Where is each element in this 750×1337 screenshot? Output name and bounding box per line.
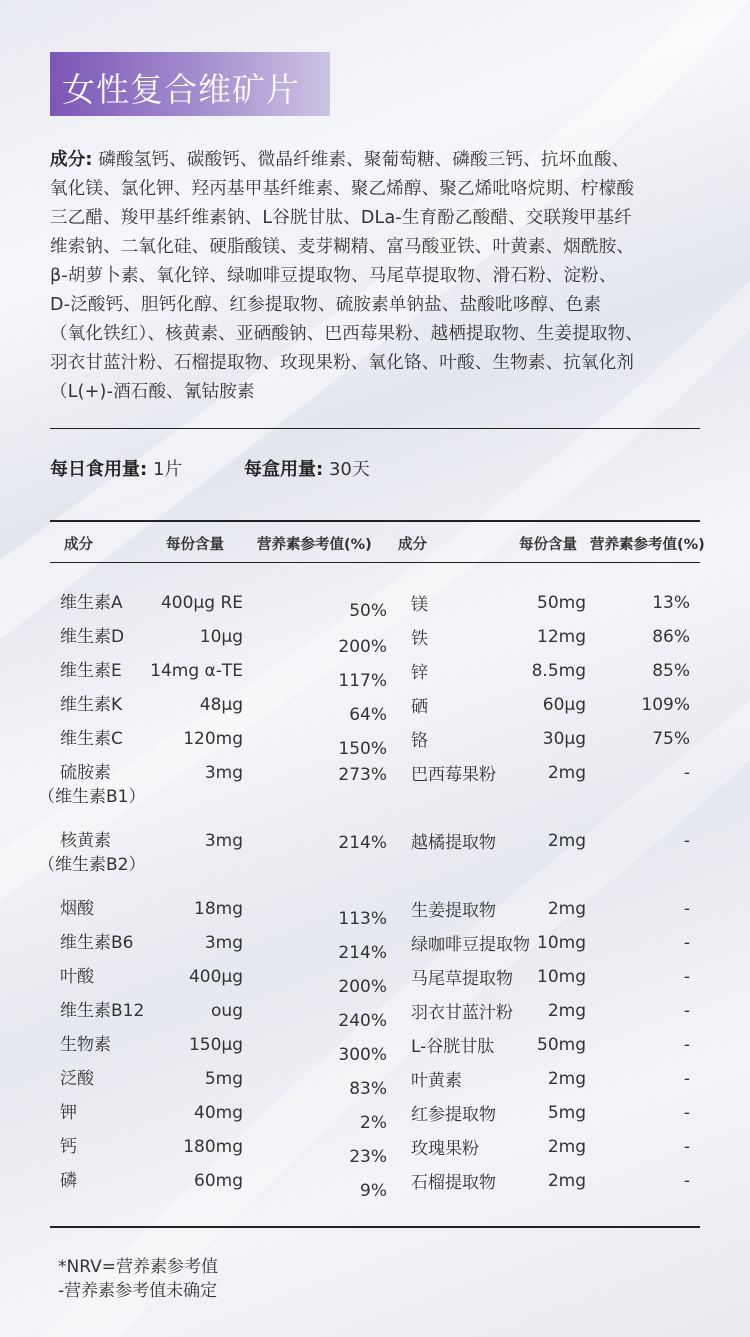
row-ingredient-name-2: 硒 xyxy=(411,697,428,717)
row-ingredient-name-2: 石榴提取物 xyxy=(411,1173,496,1193)
row-amount-2: 2mg xyxy=(547,1137,586,1157)
header-amount: 每份含量 xyxy=(166,537,224,553)
row-amount-2: 50mg xyxy=(537,1035,586,1055)
row-amount: oug xyxy=(211,1001,243,1021)
ingredients-line: 成分: 磷酸氢钙、碳酸钙、微晶纤维素、聚葡萄糖、磷酸三钙、抗坏血酸、 xyxy=(50,150,630,170)
row-amount: 120mg xyxy=(183,729,243,749)
row-ingredient-name-2: 绿咖啡豆提取物 xyxy=(411,935,530,955)
row-nrv: 214% xyxy=(338,943,387,963)
row-ingredient-name: 生物素 xyxy=(60,1035,111,1055)
row-nrv-2: - xyxy=(683,1035,690,1055)
divider-line xyxy=(50,428,700,429)
footnote-nrv: *NRV=营养素参考值 xyxy=(58,1257,218,1277)
ingredients-line: 羽衣甘蓝汁粉、石榴提取物、玫现果粉、氧化铬、叶酸、生物素、抗氧化剂 xyxy=(50,353,635,373)
row-amount: 180mg xyxy=(183,1137,243,1157)
row-ingredient-name: 维生素B12 xyxy=(60,1001,145,1021)
row-amount: 5mg xyxy=(204,1069,243,1089)
ingredients-line: D-泛酸钙、胆钙化醇、红参提取物、硫胺素单钠盐、盐酸吡哆醇、色素 xyxy=(50,295,602,315)
row-nrv: 50% xyxy=(349,601,387,621)
row-ingredient-name: 钙 xyxy=(60,1137,77,1157)
row-amount: 3mg xyxy=(204,763,243,783)
row-nrv: 23% xyxy=(349,1147,387,1167)
header-nrv-2: 营养素参考值(%) xyxy=(590,537,705,553)
row-amount-2: 2mg xyxy=(547,1069,586,1089)
ingredients-line: （L(+)-酒石酸、氰钴胺素 xyxy=(50,382,255,402)
header-rule xyxy=(50,562,700,563)
row-amount: 150μg xyxy=(188,1035,243,1055)
row-nrv-2: 13% xyxy=(652,593,690,613)
row-nrv: 9% xyxy=(360,1181,387,1201)
row-ingredient-name-2: 越橘提取物 xyxy=(411,833,496,853)
row-nrv-2: - xyxy=(683,1001,690,1021)
row-nrv: 2% xyxy=(360,1113,387,1133)
page-title: 女性复合维矿片 xyxy=(62,70,300,109)
row-nrv-2: - xyxy=(683,1171,690,1191)
row-ingredient-name-2: 叶黄素 xyxy=(411,1071,462,1091)
row-amount-2: 30μg xyxy=(542,729,586,749)
row-nrv-2: - xyxy=(683,831,690,851)
title-banner xyxy=(50,52,330,116)
row-nrv: 64% xyxy=(349,705,387,725)
row-nrv: 200% xyxy=(338,977,387,997)
row-nrv-2: - xyxy=(683,899,690,919)
row-ingredient-name-2: 铁 xyxy=(411,629,428,649)
row-nrv: 300% xyxy=(338,1045,387,1065)
row-ingredient-name-2: 玫瑰果粉 xyxy=(411,1139,479,1159)
ingredients-line: 三乙醋、羧甲基纤维素钠、L谷胱甘肽、DLa-生育酚乙酸醋、交联羧甲基纤 xyxy=(50,208,633,228)
row-ingredient-name: 维生素D xyxy=(60,627,125,647)
row-nrv-2: - xyxy=(683,967,690,987)
row-nrv: 117% xyxy=(338,671,387,691)
row-amount: 18mg xyxy=(194,899,243,919)
row-ingredient-name: 硫胺素 xyxy=(60,763,111,783)
row-ingredient-name: 核黄素 xyxy=(60,831,111,851)
row-amount: 400μg RE xyxy=(160,593,243,613)
row-ingredient-name-sub: （维生素B2） xyxy=(38,855,146,875)
row-amount: 48μg xyxy=(199,695,243,715)
row-nrv-2: - xyxy=(683,1137,690,1157)
row-ingredient-name-2: L-谷胱甘肽 xyxy=(411,1037,495,1057)
row-nrv-2: - xyxy=(683,763,690,783)
row-amount-2: 50mg xyxy=(537,593,586,613)
row-ingredient-name-2: 铬 xyxy=(411,731,428,751)
row-ingredient-name: 泛酸 xyxy=(60,1069,94,1089)
ingredients-line: （氧化铁红）、核黄素、亚硒酸钠、巴西莓果粉、越栖提取物、生姜提取物、 xyxy=(50,324,644,344)
row-ingredient-name: 维生素K xyxy=(60,695,123,715)
row-amount: 3mg xyxy=(204,831,243,851)
row-ingredient-name: 维生素E xyxy=(60,661,122,681)
row-nrv: 150% xyxy=(338,739,387,759)
row-ingredient-name-2: 镁 xyxy=(411,595,428,615)
row-amount-2: 2mg xyxy=(547,831,586,851)
row-ingredient-name-2: 巴西莓果粉 xyxy=(411,765,496,785)
row-nrv-2: 85% xyxy=(652,661,690,681)
row-amount-2: 2mg xyxy=(547,1001,586,1021)
ingredients-block xyxy=(50,146,730,407)
row-ingredient-name: 维生素A xyxy=(60,593,123,613)
row-ingredient-name-2: 锌 xyxy=(411,663,428,683)
row-amount: 10μg xyxy=(199,627,243,647)
header-nrv: 营养素参考值(%) xyxy=(257,537,372,553)
row-amount-2: 5mg xyxy=(547,1103,586,1123)
row-ingredient-name: 叶酸 xyxy=(60,967,94,987)
row-amount-2: 8.5mg xyxy=(531,661,586,681)
ingredients-line: β-胡萝卜素、氧化锌、绿咖啡豆提取物、马尾草提取物、滑石粉、淀粉、 xyxy=(50,266,617,286)
row-amount-2: 2mg xyxy=(547,763,586,783)
header-ingredient-2: 成分 xyxy=(398,537,427,553)
row-amount: 3mg xyxy=(204,933,243,953)
row-amount-2: 12mg xyxy=(537,627,586,647)
row-ingredient-name: 烟酸 xyxy=(60,899,94,919)
ingredients-line: 维索钠、二氧化硅、硬脂酸镁、麦芽糊精、富马酸亚铁、叶黄素、烟酰胺、 xyxy=(50,237,635,257)
row-ingredient-name: 磷 xyxy=(60,1171,77,1191)
header-amount-2: 每份含量 xyxy=(519,537,577,553)
row-nrv: 240% xyxy=(338,1011,387,1031)
row-ingredient-name: 钾 xyxy=(60,1103,77,1123)
row-ingredient-name-2: 生姜提取物 xyxy=(411,901,496,921)
row-amount: 14mg α-TE xyxy=(150,661,243,681)
row-nrv: 214% xyxy=(338,833,387,853)
row-amount-2: 60μg xyxy=(542,695,586,715)
table-bottom-rule xyxy=(50,1226,700,1228)
row-nrv-2: - xyxy=(683,1069,690,1089)
row-amount: 60mg xyxy=(194,1171,243,1191)
box-duration: 每盒用量: 30天 xyxy=(244,459,370,480)
row-nrv-2: 109% xyxy=(641,695,690,715)
row-ingredient-name-sub: （维生素B1） xyxy=(38,787,146,807)
row-amount: 40mg xyxy=(194,1103,243,1123)
row-amount-2: 10mg xyxy=(537,967,586,987)
row-amount-2: 2mg xyxy=(547,1171,586,1191)
row-ingredient-name: 维生素B6 xyxy=(60,933,134,953)
row-nrv-2: - xyxy=(683,1103,690,1123)
row-amount-2: 10mg xyxy=(537,933,586,953)
table-top-rule xyxy=(50,520,700,522)
row-ingredient-name: 维生素C xyxy=(60,729,123,749)
footnote-undetermined: -营养素参考值未确定 xyxy=(58,1281,218,1301)
daily-dose: 每日食用量: 1片 xyxy=(50,459,183,480)
row-ingredient-name-2: 马尾草提取物 xyxy=(411,969,513,989)
row-nrv: 113% xyxy=(338,909,387,929)
row-ingredient-name-2: 羽衣甘蓝汁粉 xyxy=(411,1003,513,1023)
row-nrv-2: 86% xyxy=(652,627,690,647)
row-nrv: 200% xyxy=(338,637,387,657)
row-nrv: 273% xyxy=(338,765,387,785)
row-nrv-2: 75% xyxy=(652,729,690,749)
row-nrv: 83% xyxy=(349,1079,387,1099)
header-ingredient: 成分 xyxy=(64,537,93,553)
row-ingredient-name-2: 红参提取物 xyxy=(411,1105,496,1125)
ingredients-label: 成分: xyxy=(50,150,93,170)
row-amount: 400μg xyxy=(188,967,243,987)
row-nrv-2: - xyxy=(683,933,690,953)
row-amount-2: 2mg xyxy=(547,899,586,919)
ingredients-line: 氧化镁、氯化钾、羟丙基甲基纤维素、聚乙烯醇、聚乙烯吡咯烷期、柠檬酸 xyxy=(50,179,635,199)
